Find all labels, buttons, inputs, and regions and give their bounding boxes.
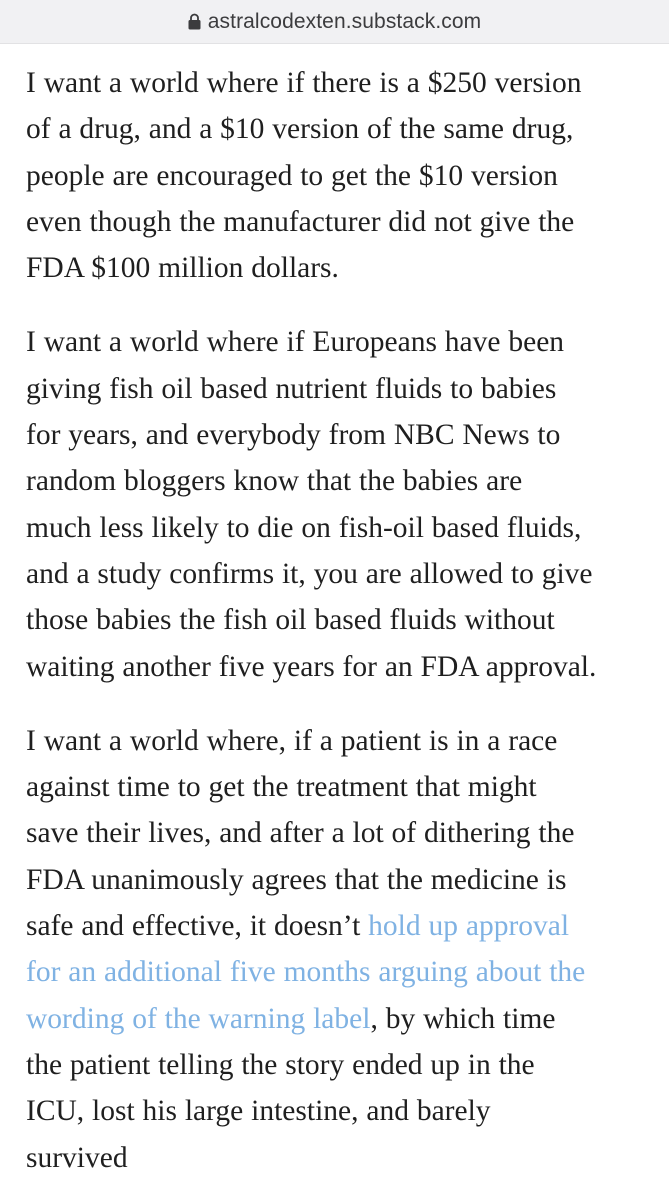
browser-address-bar[interactable] <box>0 0 669 44</box>
warning-label-link[interactable]: hold up approval <box>368 910 570 943</box>
text-fragment: safe and effective, it doesn’t <box>26 910 369 943</box>
text-line: survived <box>26 1141 128 1174</box>
paragraph-3 <box>26 718 641 1181</box>
text-line: FDA unanimously agrees that the medicine is <box>26 863 567 896</box>
text-line: giving fish oil based nutrient fluids to babies <box>26 372 557 405</box>
text-line: the patient telling the story ended up in the <box>26 1048 535 1081</box>
text-line <box>26 903 641 949</box>
text-line: ICU, lost his large intestine, and barely <box>26 1095 491 1128</box>
warning-label-link[interactable]: wording of the warning label <box>26 1002 371 1035</box>
text-line: waiting another five years for an FDA approval. <box>26 650 597 683</box>
article-body <box>0 44 669 1181</box>
text-line <box>26 949 641 995</box>
text-line: even though the manufacturer did not give the <box>26 205 575 238</box>
text-line: save their lives, and after a lot of dithering the <box>26 817 575 850</box>
text-line: for years, and everybody from NBC News to <box>26 419 561 452</box>
text-fragment: , by which time <box>370 1002 556 1035</box>
text-line: those babies the fish oil based fluids without <box>26 604 555 637</box>
text-line: FDA $100 million dollars. <box>26 252 339 285</box>
paragraph-1 <box>26 60 641 291</box>
text-line: and a study confirms it, you are allowed to give <box>26 557 593 590</box>
text-line: random bloggers know that the babies are <box>26 465 523 498</box>
text-line: against time to get the treatment that might <box>26 771 537 804</box>
warning-label-link[interactable]: for an additional five months arguing about the <box>26 956 586 989</box>
text-line: people are encouraged to get the $10 version <box>26 159 558 192</box>
text-line: I want a world where if there is a $250 version <box>26 67 582 99</box>
address-bar-content <box>188 10 482 34</box>
url-text[interactable]: astralcodexten.substack.com <box>207 9 482 33</box>
text-line: much less likely to die on fish-oil based fluids, <box>26 511 582 544</box>
text-line: I want a world where if Europeans have been <box>26 326 565 359</box>
lock-icon <box>188 13 201 30</box>
text-line <box>26 996 641 1042</box>
text-line: I want a world where, if a patient is in a race <box>26 724 558 757</box>
text-line: of a drug, and a $10 version of the same drug, <box>26 113 574 146</box>
paragraph-2 <box>26 319 641 689</box>
